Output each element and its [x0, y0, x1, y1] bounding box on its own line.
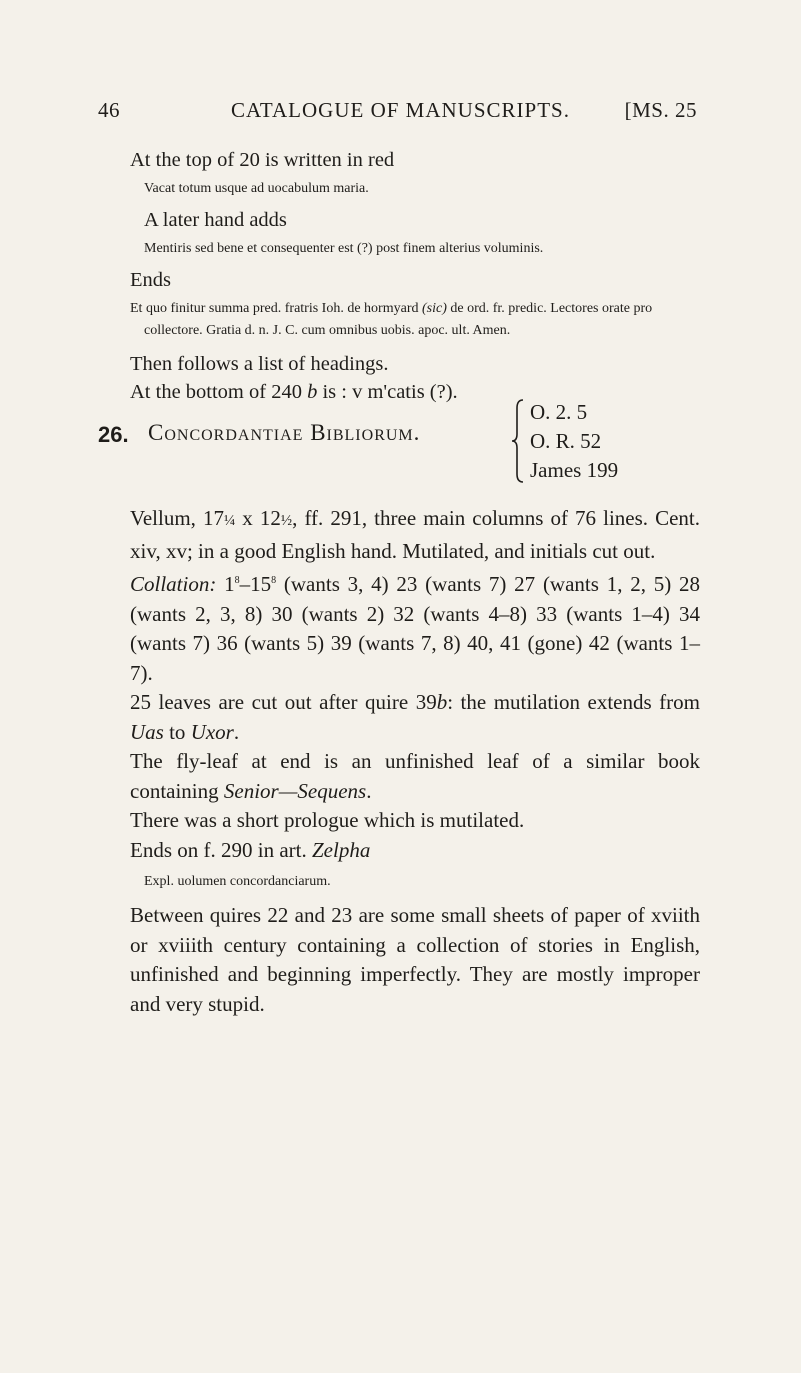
collation: Collation: $1^8-15^8$ (wants 3, 4) 23 (wants 7) 27 (wants 1, 2, 5) 28 (wants 2, 3, 8) 30 (wants 2) 32 (wants 4–8) 33 (wants 1–4) 34 (wants 7) 36 (wants 5) 39 (wants 7, 8) 40, 41 (gone) 42 (wants 1–7). [130, 572, 700, 685]
prologue-note: There was a short prologue which is mutilated. [130, 808, 525, 832]
brace-icon [511, 398, 525, 484]
manuscript-reference: [MS. 25 [624, 98, 697, 122]
shelfmark-1: O. 2. 5 [530, 400, 588, 424]
entry-heading [98, 398, 698, 488]
running-title: CATALOGUE OF MANUSCRIPTS. [231, 98, 570, 122]
ends-note: Ends on f. 290 in art. Zelpha [130, 837, 371, 862]
physical-description: Vellum, 17¼ x 12½, ff. 291, three main columns of 76 lines. Cent. xiv, xv; in a good English hand. Mutilated, and initials cut out. [130, 506, 701, 563]
note-later-hand: A later hand adds [144, 209, 287, 231]
note-bottom-240b: At the bottom of 240 b is : v m'catis (?). [130, 381, 458, 403]
entry-title: Concordantiae Bibliorum. [148, 420, 421, 445]
quote-mentiris: Mentiris sed bene et consequenter est (?) post finem alterius voluminis. [144, 241, 544, 256]
paper-sheets-note: Between quires 22 and 23 are some small sheets of paper of xviith or xviiith century containing a collection of stories in English, unfinished and beginning imperfectly. They are mostly improper and very stupid. [130, 903, 700, 1016]
fly-leaf-note: The fly-leaf at end is an unfinished leaf of a similar book containing Senior—Sequens. [130, 749, 700, 803]
explicit-quote: Expl. uolumen concordanciarum. [144, 874, 331, 889]
entry-description [130, 504, 700, 1019]
quote-explicit: Et quo finitur summa pred. fratris Ioh. de hormyard (sic) de ord. fr. predic. Lectores orate pro collectore. Gratia d. n. J. C. cum omnibus uobis. apoc. ult. Amen. [130, 301, 653, 338]
shelfmarks [530, 398, 618, 485]
note-ends-label: Ends [130, 269, 171, 291]
note-red-heading: At the top of 20 is written in red [130, 149, 395, 171]
page-number: 46 [98, 98, 120, 122]
note-headings: Then follows a list of headings. [130, 353, 389, 375]
mutilation-note: 25 leaves are cut out after quire 39b: the mutilation extends from Uas to Uxor. [130, 690, 700, 744]
entry-number: 26. [98, 422, 129, 447]
shelfmark-2: O. R. 52 [530, 429, 602, 453]
quote-vacat: Vacat totum usque ad uocabulum maria. [144, 181, 369, 196]
shelfmark-3: James 199 [530, 458, 619, 482]
preceding-entry-notes [130, 146, 690, 406]
